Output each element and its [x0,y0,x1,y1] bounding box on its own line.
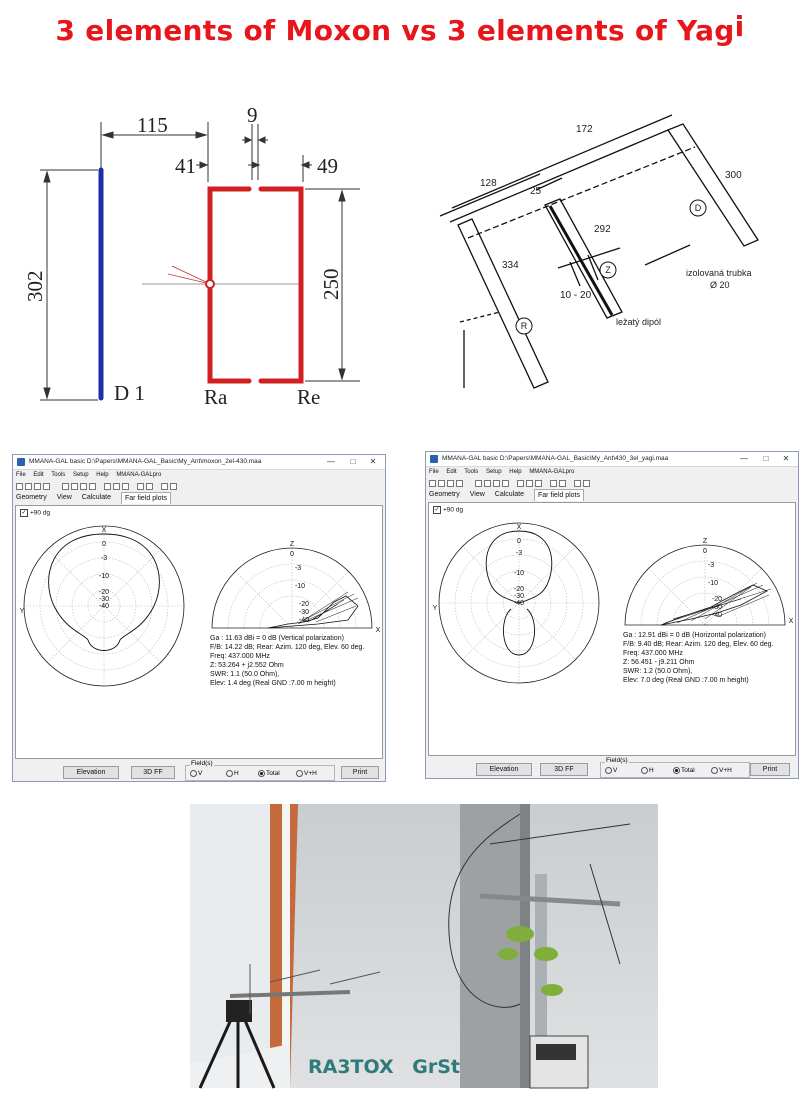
menu-tools[interactable]: Tools [51,472,66,478]
label-reflector: Re [297,385,321,409]
new-file-icon[interactable] [429,480,436,487]
h-label-40: -40 [513,600,525,607]
elevation-button[interactable]: Elevation [476,763,532,776]
menu-file[interactable]: File [16,472,26,478]
tools-icon[interactable] [161,483,168,490]
v-label-10: -10 [294,583,306,590]
photo-scene [190,804,658,1088]
h-label-30: -30 [98,596,110,603]
menu-setup[interactable]: Setup [485,469,502,475]
result-gain: Ga : 11.63 dBi = 0 dB (Vertical polarization) [210,635,344,642]
h-label-10: -10 [98,573,110,580]
radio-h[interactable] [226,770,239,777]
menu-help[interactable]: Help [509,469,522,475]
toolbar [426,477,798,489]
page-title [0,10,800,47]
h-label-3: -3 [515,550,523,557]
horizontal-pattern-plot [429,524,619,673]
maximize-icon[interactable]: □ [763,454,769,463]
radio-total-label: Total [681,767,695,775]
marker-reflector: R [520,321,528,331]
fields-legend: Field(s) [191,760,213,767]
antenna-photo [190,804,658,1088]
maximize-icon[interactable]: □ [350,457,356,466]
menu-edit[interactable]: Edit [446,469,457,475]
chart-icon[interactable] [526,480,533,487]
vertical-pattern-plot [621,533,797,633]
radio-h-circle[interactable] [641,767,648,774]
table-icon[interactable] [502,480,509,487]
h-label-x: X [516,524,522,531]
h-label-40: -40 [98,603,110,610]
tools-icon[interactable] [574,480,581,487]
document-icon[interactable] [517,480,524,487]
checkbox-box[interactable]: ✓ [434,507,440,513]
v-label-z: Z [289,541,295,548]
checkbox-plus90[interactable] [20,509,50,517]
photo-caption: RA3TOX GrSt [308,1056,460,1078]
h-label-30: -30 [513,593,525,600]
info-icon[interactable] [456,480,463,487]
document-icon[interactable] [104,483,111,490]
tab-far-field-plots[interactable]: Far field plots [121,492,171,504]
result-freq: Freq: 437.000 MHz [623,650,683,657]
tab-calculate[interactable]: Calculate [494,491,524,498]
menu-bar [13,470,385,480]
result-elev: Elev: 7.0 deg (Real GND :7.00 m height) [623,677,749,684]
v-label-z: Z [702,538,708,545]
radio-total-circle[interactable] [673,767,680,774]
menu-file[interactable]: File [429,469,439,475]
menu-edit[interactable]: Edit [33,472,44,478]
close-icon[interactable]: ✕ [369,457,377,466]
rotate-icon[interactable] [71,483,78,490]
h-label-20: -20 [98,589,110,596]
yagi-note-diam: Ø 20 [710,280,730,290]
compass-icon[interactable] [146,483,153,490]
radio-vh-circle[interactable] [711,767,718,774]
menu-bar [426,467,798,477]
wire-icon[interactable] [80,483,87,490]
wire-icon[interactable] [493,480,500,487]
save-icon[interactable] [34,483,41,490]
radio-v-circle[interactable] [190,770,197,777]
h-label-20: -20 [513,586,525,593]
elevation-button[interactable]: Elevation [63,766,119,779]
v-label-3: -3 [707,562,715,569]
radio-v[interactable] [190,770,202,777]
open-folder-icon[interactable] [25,483,32,490]
3d-ff-button[interactable]: 3D FF [540,763,588,776]
plot-area [428,502,796,756]
title-main: 3 elements of Moxon vs 3 elements of Yag [55,14,735,47]
title-end: i [734,10,745,43]
tab-bar [13,492,385,504]
h-label-3: -3 [100,555,108,562]
radio-total-circle[interactable] [258,770,265,777]
radio-v-circle[interactable] [605,767,612,774]
result-impedance: Z: 56.451 - j9.211 Ohm [623,659,695,666]
dim-tail-right: 49 [317,154,338,178]
tab-bar [426,489,798,501]
yagi-diagram [440,90,780,390]
window-titlebar [13,455,385,470]
radio-v[interactable] [605,767,617,774]
fields-legend: Field(s) [606,757,628,764]
checkbox-label: +90 dg [443,506,464,514]
radio-h-label: H [649,767,654,775]
h-label-y: Y [19,608,25,615]
h-label-y: Y [432,605,438,612]
v-label-30: -30 [711,604,723,611]
moxon-mmana-window [12,454,386,782]
yagi-mmana-window [425,451,799,779]
move-icon[interactable] [475,480,482,487]
target-icon[interactable] [550,480,557,487]
plot-area [15,505,383,759]
yagi-dim-dipole: 292 [594,224,611,235]
calculator-icon[interactable] [583,480,590,487]
checkbox-label: +90 dg [30,509,51,517]
compass-icon[interactable] [559,480,566,487]
app-icon [430,455,438,463]
target-icon[interactable] [137,483,144,490]
dim-gap: 9 [247,103,258,127]
info-icon[interactable] [43,483,50,490]
v-label-x: X [375,627,381,634]
marker-dipole: Z [605,265,611,275]
app-icon [17,458,25,466]
radio-h[interactable] [641,767,654,774]
radio-v-label: V [613,767,618,775]
result-gain: Ga : 12.91 dBi = 0 dB (Horizontal polarization) [623,632,766,639]
fields-group [600,757,750,778]
checkbox-box[interactable]: ✓ [21,510,27,516]
yagi-dim-director: 300 [725,170,742,181]
window-title: MMANA-GAL basic D:\Papers\MMANA-GAL_Basic\My_Ant\moxon_2el-430.maa [29,458,262,465]
result-elev: Elev: 1.4 deg (Real GND :7.00 m height) [210,680,336,687]
v-label-10: -10 [707,580,719,587]
results-panel [623,631,773,685]
moxon-diagram [20,100,380,420]
vertical-pattern-plot [208,536,384,636]
yagi-dim-spacing: 128 [480,178,497,189]
h-label-10: -10 [513,570,525,577]
save-icon[interactable] [447,480,454,487]
fields-group [185,760,335,781]
3d-ff-button[interactable]: 3D FF [131,766,175,779]
v-label-40: -40 [711,612,723,619]
result-swr: SWR: 1.2 (50.0 Ohm), [623,668,693,675]
tab-view[interactable]: View [469,491,485,498]
graph-icon[interactable] [122,483,129,490]
result-fb: F/B: 9.40 dB; Rear: Azim. 120 deg, Elev. 60 deg. [623,641,774,648]
graph-icon[interactable] [535,480,542,487]
h-label-x: X [101,527,107,534]
yagi-dim-feed: 10 - 20 [560,290,592,301]
marker-director: D [694,203,702,213]
radio-total[interactable] [258,770,280,777]
yagi-note-tube: izolovaná trubka [686,268,752,278]
v-label-20: -20 [711,596,723,603]
radio-vh-label: V+H [719,767,732,775]
minimize-icon[interactable]: — [740,454,748,463]
radio-vh[interactable] [296,770,317,777]
h-label-0: 0 [517,538,521,545]
minimize-icon[interactable]: — [327,457,335,466]
radio-v-label: V [198,770,203,778]
yagi-dim-gap: 25 [530,186,542,197]
moxon-elevation-lobes [268,596,358,628]
v-label-40: -40 [298,617,310,624]
v-label-0: 0 [703,548,707,555]
yagi-note-dipole: ležatý dipól [616,317,662,327]
menu-setup[interactable]: Setup [72,472,89,478]
window-title: MMANA-GAL basic D:\Papers\MMANA-GAL_Basic\My_Ant\430_3el_yagi.maa [442,455,669,462]
new-file-icon[interactable] [16,483,23,490]
menu-pro[interactable]: MMANA-GALpro [116,472,162,478]
tab-view[interactable]: View [56,494,72,501]
h-label-0: 0 [102,541,106,548]
v-label-0: 0 [290,551,294,558]
radio-vh-circle[interactable] [296,770,303,777]
v-label-x: X [788,618,794,625]
radio-vh-label: V+H [304,770,317,778]
table-icon[interactable] [89,483,96,490]
tab-geometry[interactable]: Geometry [16,494,47,501]
result-freq: Freq: 437.000 MHz [210,653,270,660]
label-active: Ra [204,385,228,409]
tab-far-field-plots[interactable]: Far field plots [534,489,584,501]
horizontal-pattern-plot [16,527,206,676]
radio-total[interactable] [673,767,695,774]
dim-moxon-height: 250 [319,268,343,300]
dim-spacing: 115 [137,113,168,137]
menu-tools[interactable]: Tools [464,469,479,475]
v-label-30: -30 [298,609,310,616]
moxon-element [210,189,301,381]
radio-vh[interactable] [711,767,732,774]
result-impedance: Z: 53.264 + j2.552 Ohm [210,662,284,669]
rotate-icon[interactable] [484,480,491,487]
close-icon[interactable]: ✕ [782,454,790,463]
radio-h-circle[interactable] [226,770,233,777]
print-button[interactable]: Print [341,766,379,779]
menu-help[interactable]: Help [96,472,109,478]
yagi-dim-boom: 172 [576,124,593,135]
results-panel [210,634,364,688]
label-director: D 1 [114,381,145,405]
v-label-20: -20 [298,601,310,608]
tab-geometry[interactable]: Geometry [429,491,460,498]
radio-h-label: H [234,770,239,778]
result-fb: F/B: 14.22 dB; Rear: Azim. 120 deg, Elev. 60 deg. [210,644,365,651]
result-swr: SWR: 1.1 (50.0 Ohm), [210,671,280,678]
tab-calculate[interactable]: Calculate [81,494,111,501]
open-folder-icon[interactable] [438,480,445,487]
window-titlebar [426,452,798,467]
move-icon[interactable] [62,483,69,490]
chart-icon[interactable] [113,483,120,490]
dim-tail-left: 41 [175,154,196,178]
menu-pro[interactable]: MMANA-GALpro [529,469,575,475]
yagi-dim-reflector: 334 [502,260,519,271]
dim-director-length: 302 [23,270,47,302]
radio-total-label: Total [266,770,280,778]
print-button[interactable]: Print [750,763,790,776]
feed-point-icon [206,280,214,288]
checkbox-plus90[interactable] [433,506,463,514]
calculator-icon[interactable] [170,483,177,490]
toolbar [13,480,385,492]
v-label-3: -3 [294,565,302,572]
